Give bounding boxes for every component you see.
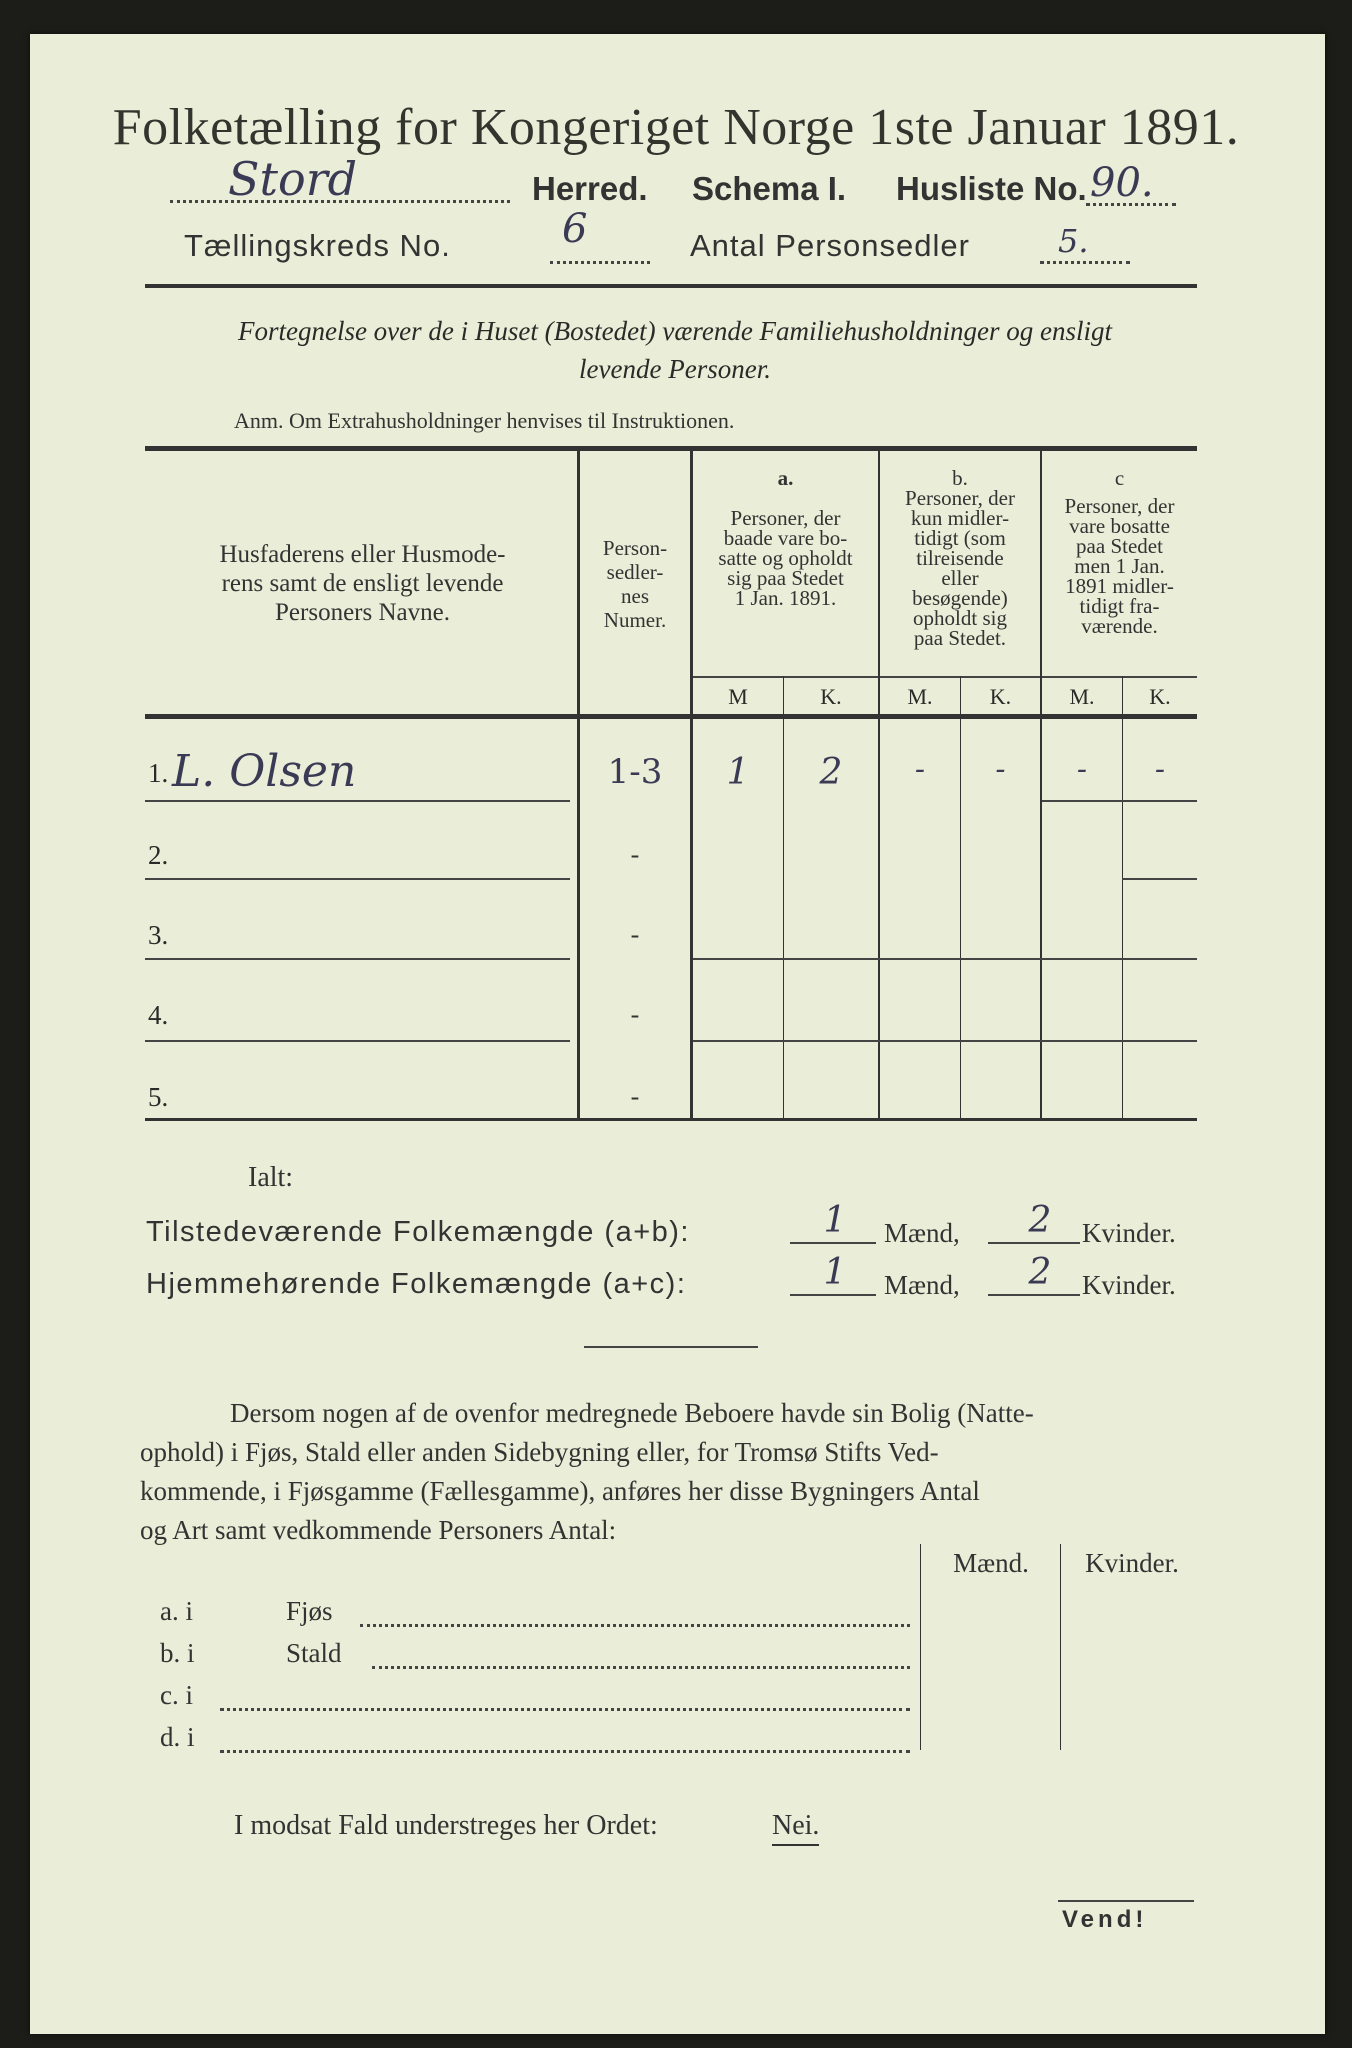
outbuild-b-key: b. i (160, 1638, 195, 1668)
row-1-c-k: - (1154, 752, 1166, 787)
col-header-nr: Person- sedler- nes Numer. (602, 536, 668, 632)
total-present-men-unit: Mænd, (884, 1218, 960, 1248)
total-resident-label: Hjemmehørende Folkemængde (a+c): (146, 1268, 687, 1300)
outbuild-col-women: Kvinder. (1085, 1548, 1179, 1578)
intro-line-1: Fortegnelse over de i Huset (Bostedet) værende Familiehusholdninger og ensligt (237, 316, 1113, 346)
total-present-women-unit: Kvinder. (1082, 1218, 1176, 1248)
husliste-dotted-line (1086, 200, 1176, 206)
vend-label: Vend! (1062, 1906, 1148, 1933)
total-present-label: Tilstedeværende Folkemængde (a+b): (146, 1216, 690, 1248)
kreds-dotted-line (550, 258, 650, 264)
intro-line-2: levende Personer. (579, 354, 771, 384)
outbuild-col-sep-1 (920, 1544, 921, 1750)
ialt-label: Ialt: (248, 1162, 294, 1193)
total-present-women: 2 (1028, 1200, 1052, 1241)
mk-b-k: K. (989, 684, 1012, 709)
col-header-b: b. Personer, der kun midler- tidigt (som tilreisende eller besøgende) opholdt sig paa Stedet. (905, 466, 1015, 650)
header-rule (145, 284, 1197, 288)
total-resident-women-line (988, 1294, 1080, 1296)
col-header-names: Husfaderens eller Husmode- rens samt de ensligt levende Personers Navne. (219, 541, 506, 626)
outbuild-col-sep-2 (1060, 1544, 1061, 1750)
row-1-a-k: 2 (819, 752, 843, 793)
row-4-number: 4. (148, 1000, 169, 1030)
outbuilding-paragraph: Dersom nogen af de ovenfor medregnede Beboere havde sin Bolig (Natte- ophold) i Fjøs, Stald eller anden Sidebygning eller, for Tromsø Stifts Ved- kommende, i Fjøsgamme (Fællesgamme), anføres her disse Bygningers Antal og Art samt vedkommende Personers Antal: (140, 1398, 1034, 1545)
kreds-label: Tællingskreds No. (184, 228, 451, 263)
outbuild-a-dots (360, 1622, 910, 1627)
row-2-c-line (1122, 878, 1197, 880)
mk-c-k: K. (1149, 684, 1171, 709)
footer-text: I modsat Fald understreges her Ordet: (234, 1810, 658, 1841)
kreds-value: 6 (562, 206, 588, 252)
col-sep-a-mk (783, 676, 784, 1118)
total-resident-men-line (790, 1294, 876, 1296)
husliste-value: 90. (1090, 160, 1154, 206)
schema-label: Schema I. (692, 170, 847, 207)
total-present-women-line (988, 1242, 1080, 1244)
mk-c-m: M. (1069, 684, 1095, 709)
outbuild-d-key: d. i (160, 1722, 195, 1752)
col-sep-b-mk (960, 676, 961, 1118)
row-1-c-m: - (1076, 752, 1088, 787)
row-4-nr: - (630, 1000, 640, 1029)
row-4-data-line (693, 1040, 1197, 1042)
row-5-number: 5. (148, 1082, 169, 1112)
row-2-nr: - (630, 840, 640, 869)
table-bottom-rule (145, 1118, 1197, 1121)
total-resident-men: 1 (823, 1252, 847, 1293)
col-header-c: c Personer, der vare bosatte paa Stedet men 1 Jan. 1891 midler- tidigt fra- værende. (1064, 466, 1175, 638)
row-1-name: L. Olsen (172, 746, 357, 797)
outbuild-col-men: Mænd. (953, 1548, 1029, 1578)
mk-a-m: M (728, 684, 748, 709)
row-1-a-m: 1 (726, 752, 750, 793)
row-4-name-line (145, 1040, 570, 1042)
total-present-men-line (790, 1242, 876, 1244)
row-1-name-line (145, 800, 570, 802)
row-1-b-m: - (914, 752, 926, 787)
antal-dotted-line (1040, 258, 1130, 264)
section-divider (584, 1346, 758, 1348)
total-resident-men-unit: Mænd, (884, 1270, 960, 1300)
total-present-men: 1 (823, 1200, 847, 1241)
antal-label: Antal Personsedler (690, 228, 970, 263)
row-1-c-line (1042, 800, 1197, 802)
outbuild-b-dots (372, 1664, 910, 1669)
outbuild-c-key: c. i (160, 1680, 193, 1710)
outbuild-c-dots (220, 1706, 910, 1711)
outbuild-b-label: Stald (286, 1638, 342, 1668)
row-2-name-line (145, 878, 570, 880)
mk-a-k: K. (820, 684, 842, 709)
vend-rule (1058, 1900, 1194, 1902)
row-3-data-line (693, 958, 1197, 960)
husliste-label: Husliste No. (896, 170, 1087, 207)
mk-b-m: M. (907, 684, 933, 709)
col-header-a: a. Personer, der baade vare bo- satte og opholdt sig paa Stedet 1 Jan. 1891. (718, 466, 853, 610)
row-3-name-line (145, 958, 570, 960)
row-3-number: 3. (148, 920, 169, 950)
form-title: Folketælling for Kongeriget Norge 1ste Januar 1891. (112, 99, 1240, 156)
row-2-number: 2. (148, 840, 169, 870)
outbuild-a-label: Fjøs (286, 1596, 333, 1626)
row-1-b-k: - (995, 752, 1006, 787)
footer-word: Nei. (772, 1810, 819, 1846)
outbuild-a-key: a. i (160, 1596, 193, 1626)
row-5-nr: - (630, 1082, 640, 1111)
total-resident-women-unit: Kvinder. (1082, 1270, 1176, 1300)
herred-label: Herred. (532, 170, 648, 207)
antal-value: 5. (1058, 222, 1089, 260)
total-resident-women: 2 (1028, 1252, 1052, 1293)
row-1-nr: 1-3 (607, 752, 663, 792)
mk-header-line (690, 676, 1197, 678)
herred-value: Stord (228, 152, 358, 206)
annotation-note: Anm. Om Extrahusholdninger henvises til Instruktionen. (234, 408, 735, 433)
outbuild-d-dots (220, 1748, 910, 1753)
col-sep-c-mk (1122, 676, 1123, 1118)
row-3-nr: - (630, 920, 640, 949)
row-1-number: 1. (148, 758, 169, 788)
